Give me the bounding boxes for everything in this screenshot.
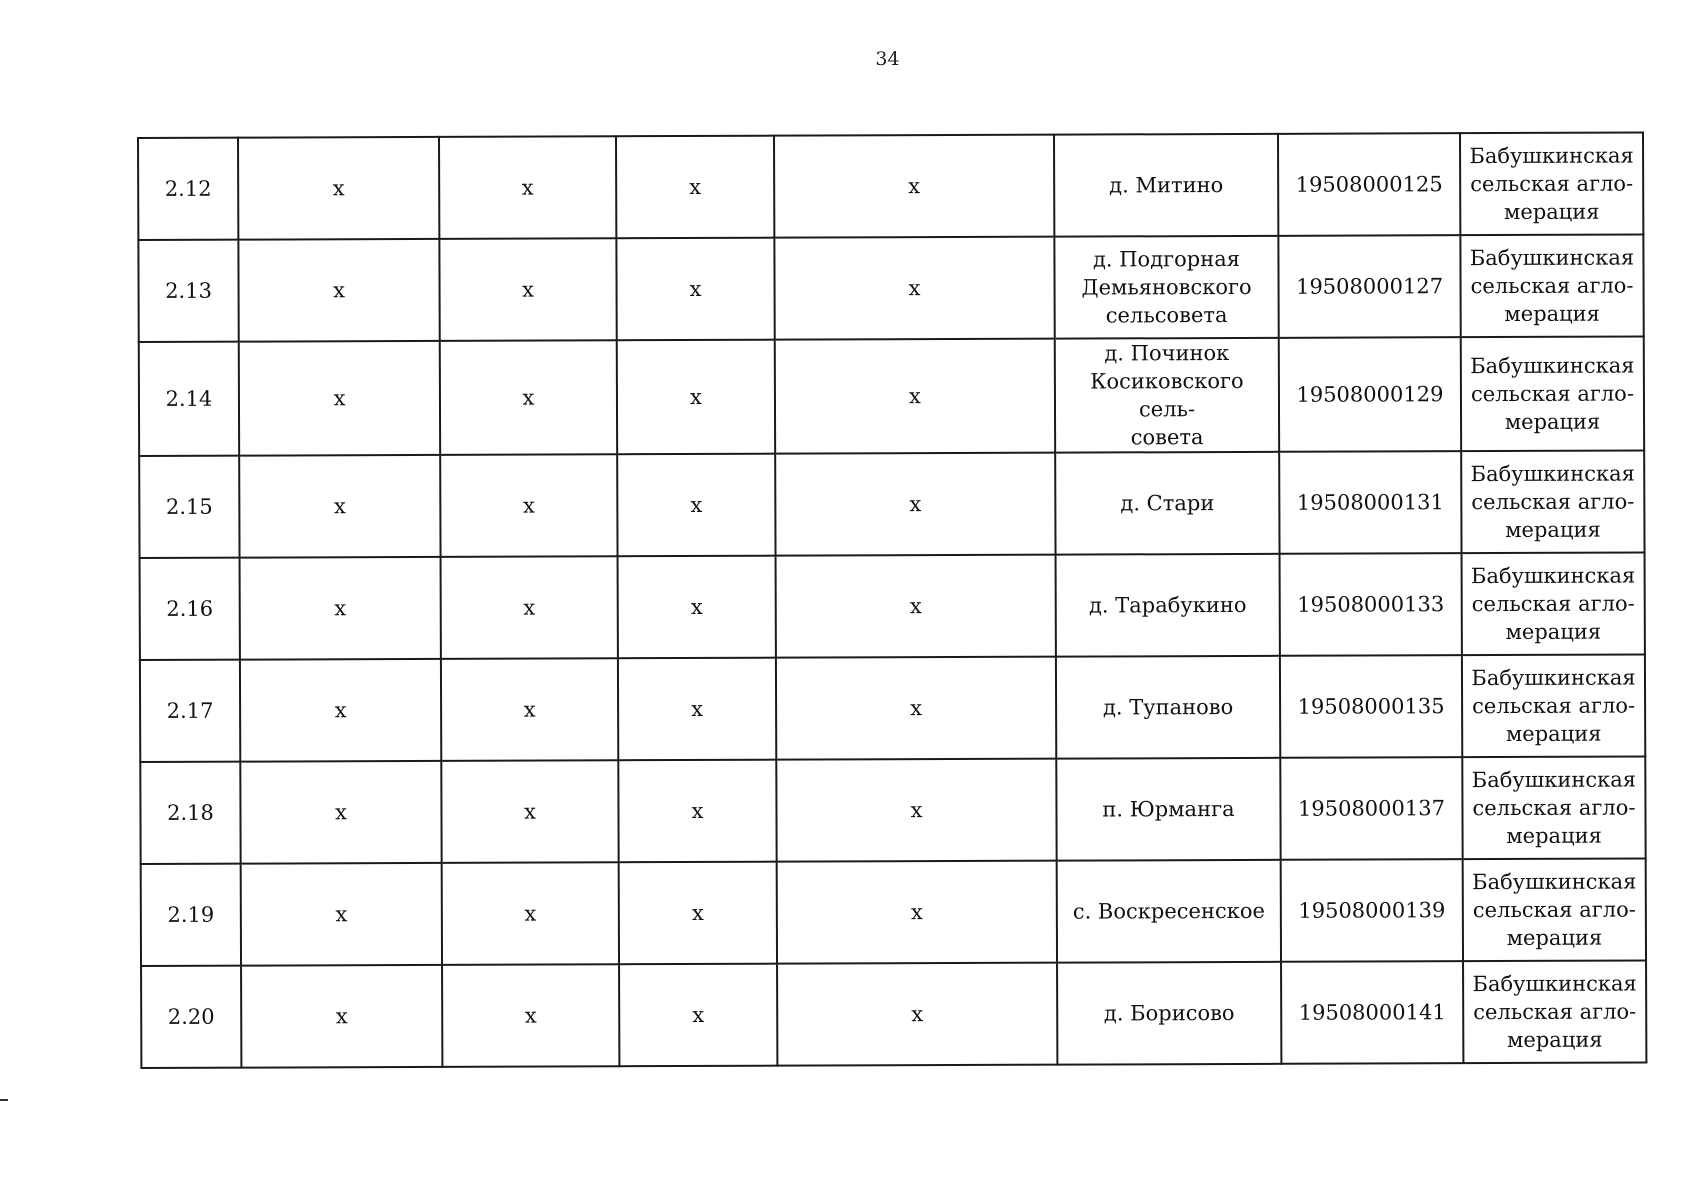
settlements-table — [137, 131, 1647, 1069]
row-number-cell: 2.12 — [138, 138, 238, 240]
x-mark-cell: х — [238, 137, 439, 240]
agglomeration-cell: Бабушкинская сельская агло- мерация — [1462, 756, 1645, 859]
x-mark-cell: х — [441, 556, 618, 659]
agglomeration-cell: Бабушкинская сельская агло- мерация — [1460, 234, 1643, 337]
x-mark-cell: х — [777, 963, 1057, 1066]
row-number-cell: 2.16 — [140, 558, 240, 660]
agglomeration-cell: Бабушкинская сельская агло- мерация — [1463, 858, 1646, 961]
x-mark-cell: х — [440, 454, 617, 557]
settlement-name-cell: д. Тарабукино — [1056, 554, 1280, 657]
x-mark-cell: х — [618, 556, 776, 659]
agglomeration-cell: Бабушкинская сельская агло- мерация — [1461, 336, 1644, 451]
x-mark-cell: х — [441, 760, 618, 863]
x-mark-cell: х — [240, 557, 441, 660]
table-row — [140, 654, 1645, 762]
x-mark-cell: х — [618, 658, 776, 761]
x-mark-cell: х — [618, 760, 776, 863]
row-number-cell: 2.19 — [141, 864, 241, 966]
settlement-name-cell: д. Митино — [1054, 134, 1278, 237]
x-mark-cell: х — [776, 657, 1056, 760]
x-mark-cell: х — [239, 455, 440, 558]
row-number-cell: 2.17 — [140, 660, 240, 762]
settlement-name-cell: д. Тупаново — [1056, 656, 1280, 759]
okato-code-cell: 19508000135 — [1280, 655, 1462, 758]
x-mark-cell: х — [240, 761, 441, 864]
okato-code-cell: 19508000133 — [1280, 553, 1462, 656]
x-mark-cell: х — [619, 964, 777, 1067]
okato-code-cell: 19508000129 — [1279, 337, 1461, 452]
okato-code-cell: 19508000125 — [1278, 133, 1460, 236]
okato-code-cell: 19508000127 — [1278, 235, 1460, 338]
x-mark-cell: х — [775, 339, 1055, 454]
table-row — [138, 234, 1643, 342]
x-mark-cell: х — [240, 659, 441, 762]
agglomeration-cell: Бабушкинская сельская агло- мерация — [1462, 552, 1645, 655]
x-mark-cell: х — [442, 862, 619, 965]
row-number-cell: 2.13 — [138, 240, 238, 342]
x-mark-cell: х — [241, 863, 442, 966]
x-mark-cell: х — [774, 135, 1054, 238]
settlement-name-cell: п. Юрманга — [1056, 758, 1280, 861]
settlement-name-cell: с. Воскресенское — [1057, 860, 1281, 963]
x-mark-cell: х — [241, 965, 442, 1068]
settlement-name-cell: д. Починок Косиковского сель- совета — [1055, 338, 1279, 453]
x-mark-cell: х — [776, 555, 1056, 658]
table-container — [137, 131, 1647, 1069]
settlement-name-cell: д. Борисово — [1057, 962, 1281, 1065]
x-mark-cell: х — [441, 658, 618, 761]
x-mark-cell: х — [619, 862, 777, 965]
agglomeration-cell: Бабушкинская сельская агло- мерация — [1461, 450, 1644, 553]
x-mark-cell: х — [616, 136, 774, 239]
row-number-cell: 2.20 — [141, 966, 241, 1068]
okato-code-cell: 19508000131 — [1279, 451, 1461, 554]
x-mark-cell: х — [774, 237, 1054, 340]
row-number-cell: 2.18 — [140, 762, 240, 864]
margin-mark — [0, 1099, 8, 1101]
agglomeration-cell: Бабушкинская сельская агло- мерация — [1460, 132, 1643, 235]
okato-code-cell: 19508000139 — [1281, 859, 1463, 962]
x-mark-cell: х — [239, 341, 440, 456]
page-number: 34 — [875, 48, 900, 70]
table-row — [138, 132, 1643, 240]
x-mark-cell: х — [617, 454, 775, 557]
x-mark-cell: х — [442, 964, 619, 1067]
row-number-cell: 2.15 — [139, 456, 239, 558]
settlement-name-cell: д. Стари — [1055, 452, 1279, 555]
x-mark-cell: х — [439, 136, 616, 239]
table-row — [139, 336, 1644, 456]
okato-code-cell: 19508000137 — [1280, 757, 1462, 860]
x-mark-cell: х — [616, 238, 774, 341]
x-mark-cell: х — [775, 453, 1055, 556]
x-mark-cell: х — [440, 340, 617, 455]
agglomeration-cell: Бабушкинская сельская агло- мерация — [1462, 654, 1645, 757]
row-number-cell: 2.14 — [139, 342, 239, 456]
x-mark-cell: х — [439, 238, 616, 341]
x-mark-cell: х — [617, 340, 775, 455]
okato-code-cell: 19508000141 — [1281, 961, 1463, 1064]
x-mark-cell: х — [238, 239, 439, 342]
agglomeration-cell: Бабушкинская сельская агло- мерация — [1463, 960, 1646, 1063]
x-mark-cell: х — [776, 759, 1056, 862]
settlement-name-cell: д. Подгорная Демьяновского сельсовета — [1054, 236, 1278, 339]
table-row — [141, 858, 1646, 966]
x-mark-cell: х — [777, 861, 1057, 964]
table-row — [140, 552, 1645, 660]
table-body — [138, 132, 1646, 1068]
table-row — [139, 450, 1644, 558]
table-row — [141, 960, 1646, 1068]
table-row — [140, 756, 1645, 864]
